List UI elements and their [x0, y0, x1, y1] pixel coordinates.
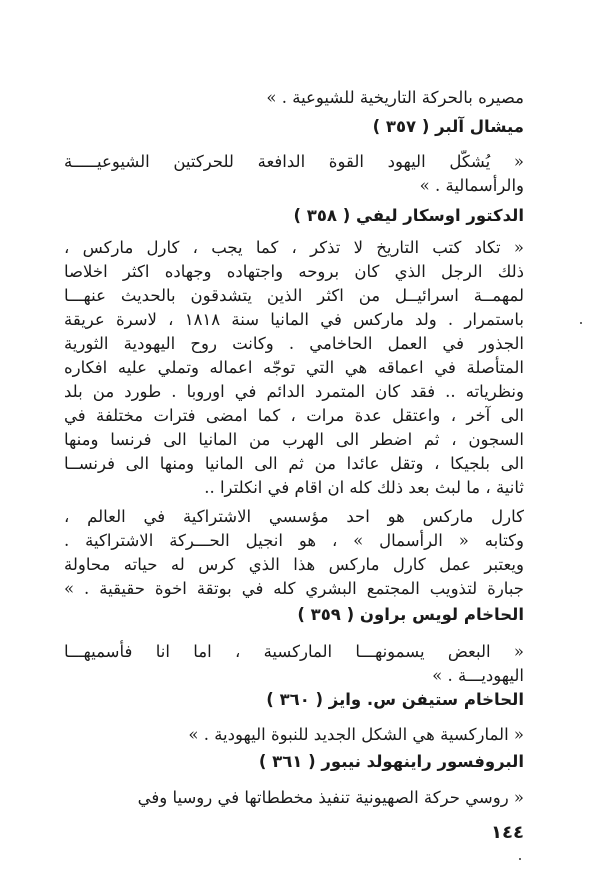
text-line: اليهوديـــة . »	[432, 666, 524, 685]
section-heading: الدكتور اوسكار ليفي ( ٣٥٨ )	[293, 206, 524, 225]
section-heading: الحاخام لويس براون ( ٣٥٩ )	[297, 605, 524, 624]
text-line: مصيره بالحركة التاريخية للشيوعية . »	[266, 88, 524, 107]
text-line: ثانية ، ما لبث بعد ذلك كله ان اقام في انكلترا ..	[204, 478, 524, 497]
text-line: لمهمــة اسرائيــل من اكثر الذين يتشدقون بالحديث عنهـــا	[64, 286, 524, 305]
text-line: وكتابه « الرأسمال » ، هو انجيل الحـــركة الاشتراكية .	[64, 531, 524, 550]
text-line: باستمرار . ولد ماركس في المانيا سنة ١٨١٨ ، لاسرة عريقة	[64, 310, 524, 329]
text-line: ويعتبر عمل كارل ماركس هذا الذي كرس له حياته محاولة	[64, 555, 524, 574]
section-heading: البروفسور راينهولد نيبور ( ٣٦١ )	[258, 752, 524, 771]
text-line: كارل ماركس هو احد مؤسسي الاشتراكية في العالم ،	[64, 507, 524, 526]
text-line: « تكاد كتب التاريخ لا تذكر ، كما يجب ، كارل ماركس ،	[64, 238, 524, 257]
text-line: « روسي حركة الصهيونية تنفيذ مخططاتها في روسيا وفي	[137, 788, 524, 807]
text-line: « يُشكّل اليهود القوة الدافعة للحركتين الشيوعيـــــة	[64, 152, 524, 171]
section-heading: ميشال آلبر ( ٣٥٧ )	[372, 117, 524, 136]
text-line: الجذور في العمل الحاخامي . وكانت روح اليهودية الثورية	[64, 334, 524, 353]
text-line: الى بلجيكا ، وتقل عائدا من ثم الى المانيا ومنها الى فرنســا	[64, 454, 524, 473]
text-line: الى آخر ، واعتقل عدة مرات ، كما امضى فترات مختلفة في	[64, 406, 524, 425]
text-line: المتأصلة في اعماقه هي التي توجّه اعماله وتملي عليه افكاره	[64, 358, 524, 377]
page-number: ١٤٤	[491, 822, 524, 843]
scan-speck	[580, 322, 582, 324]
text-line: جبارة لتذويب المجتمع البشري كله في بوتقة اخوة حقيقية . »	[64, 579, 524, 598]
text-line: ونظرياته .. فقد كان المتمرد الدائم في اوروبا . طورد من بلد	[64, 382, 524, 401]
text-line: « الماركسية هي الشكل الجديد للنبوة اليهودية . »	[188, 725, 524, 744]
text-line: والرأسمالية . »	[419, 176, 524, 195]
scan-speck	[519, 858, 521, 860]
section-heading: الحاخام ستيفن س. وايز ( ٣٦٠ )	[266, 690, 524, 709]
text-line: السجون ، ثم اضطر الى الهرب من المانيا الى فرنسا ومنها	[64, 430, 524, 449]
text-line: ذلك الرجل الذي كان بروحه واجتهاده وجهاده اكثر اخلاصا	[64, 262, 524, 281]
text-line: « البعض يسمونهـــا الماركسية ، اما انا فأسميهـــا	[64, 642, 524, 661]
